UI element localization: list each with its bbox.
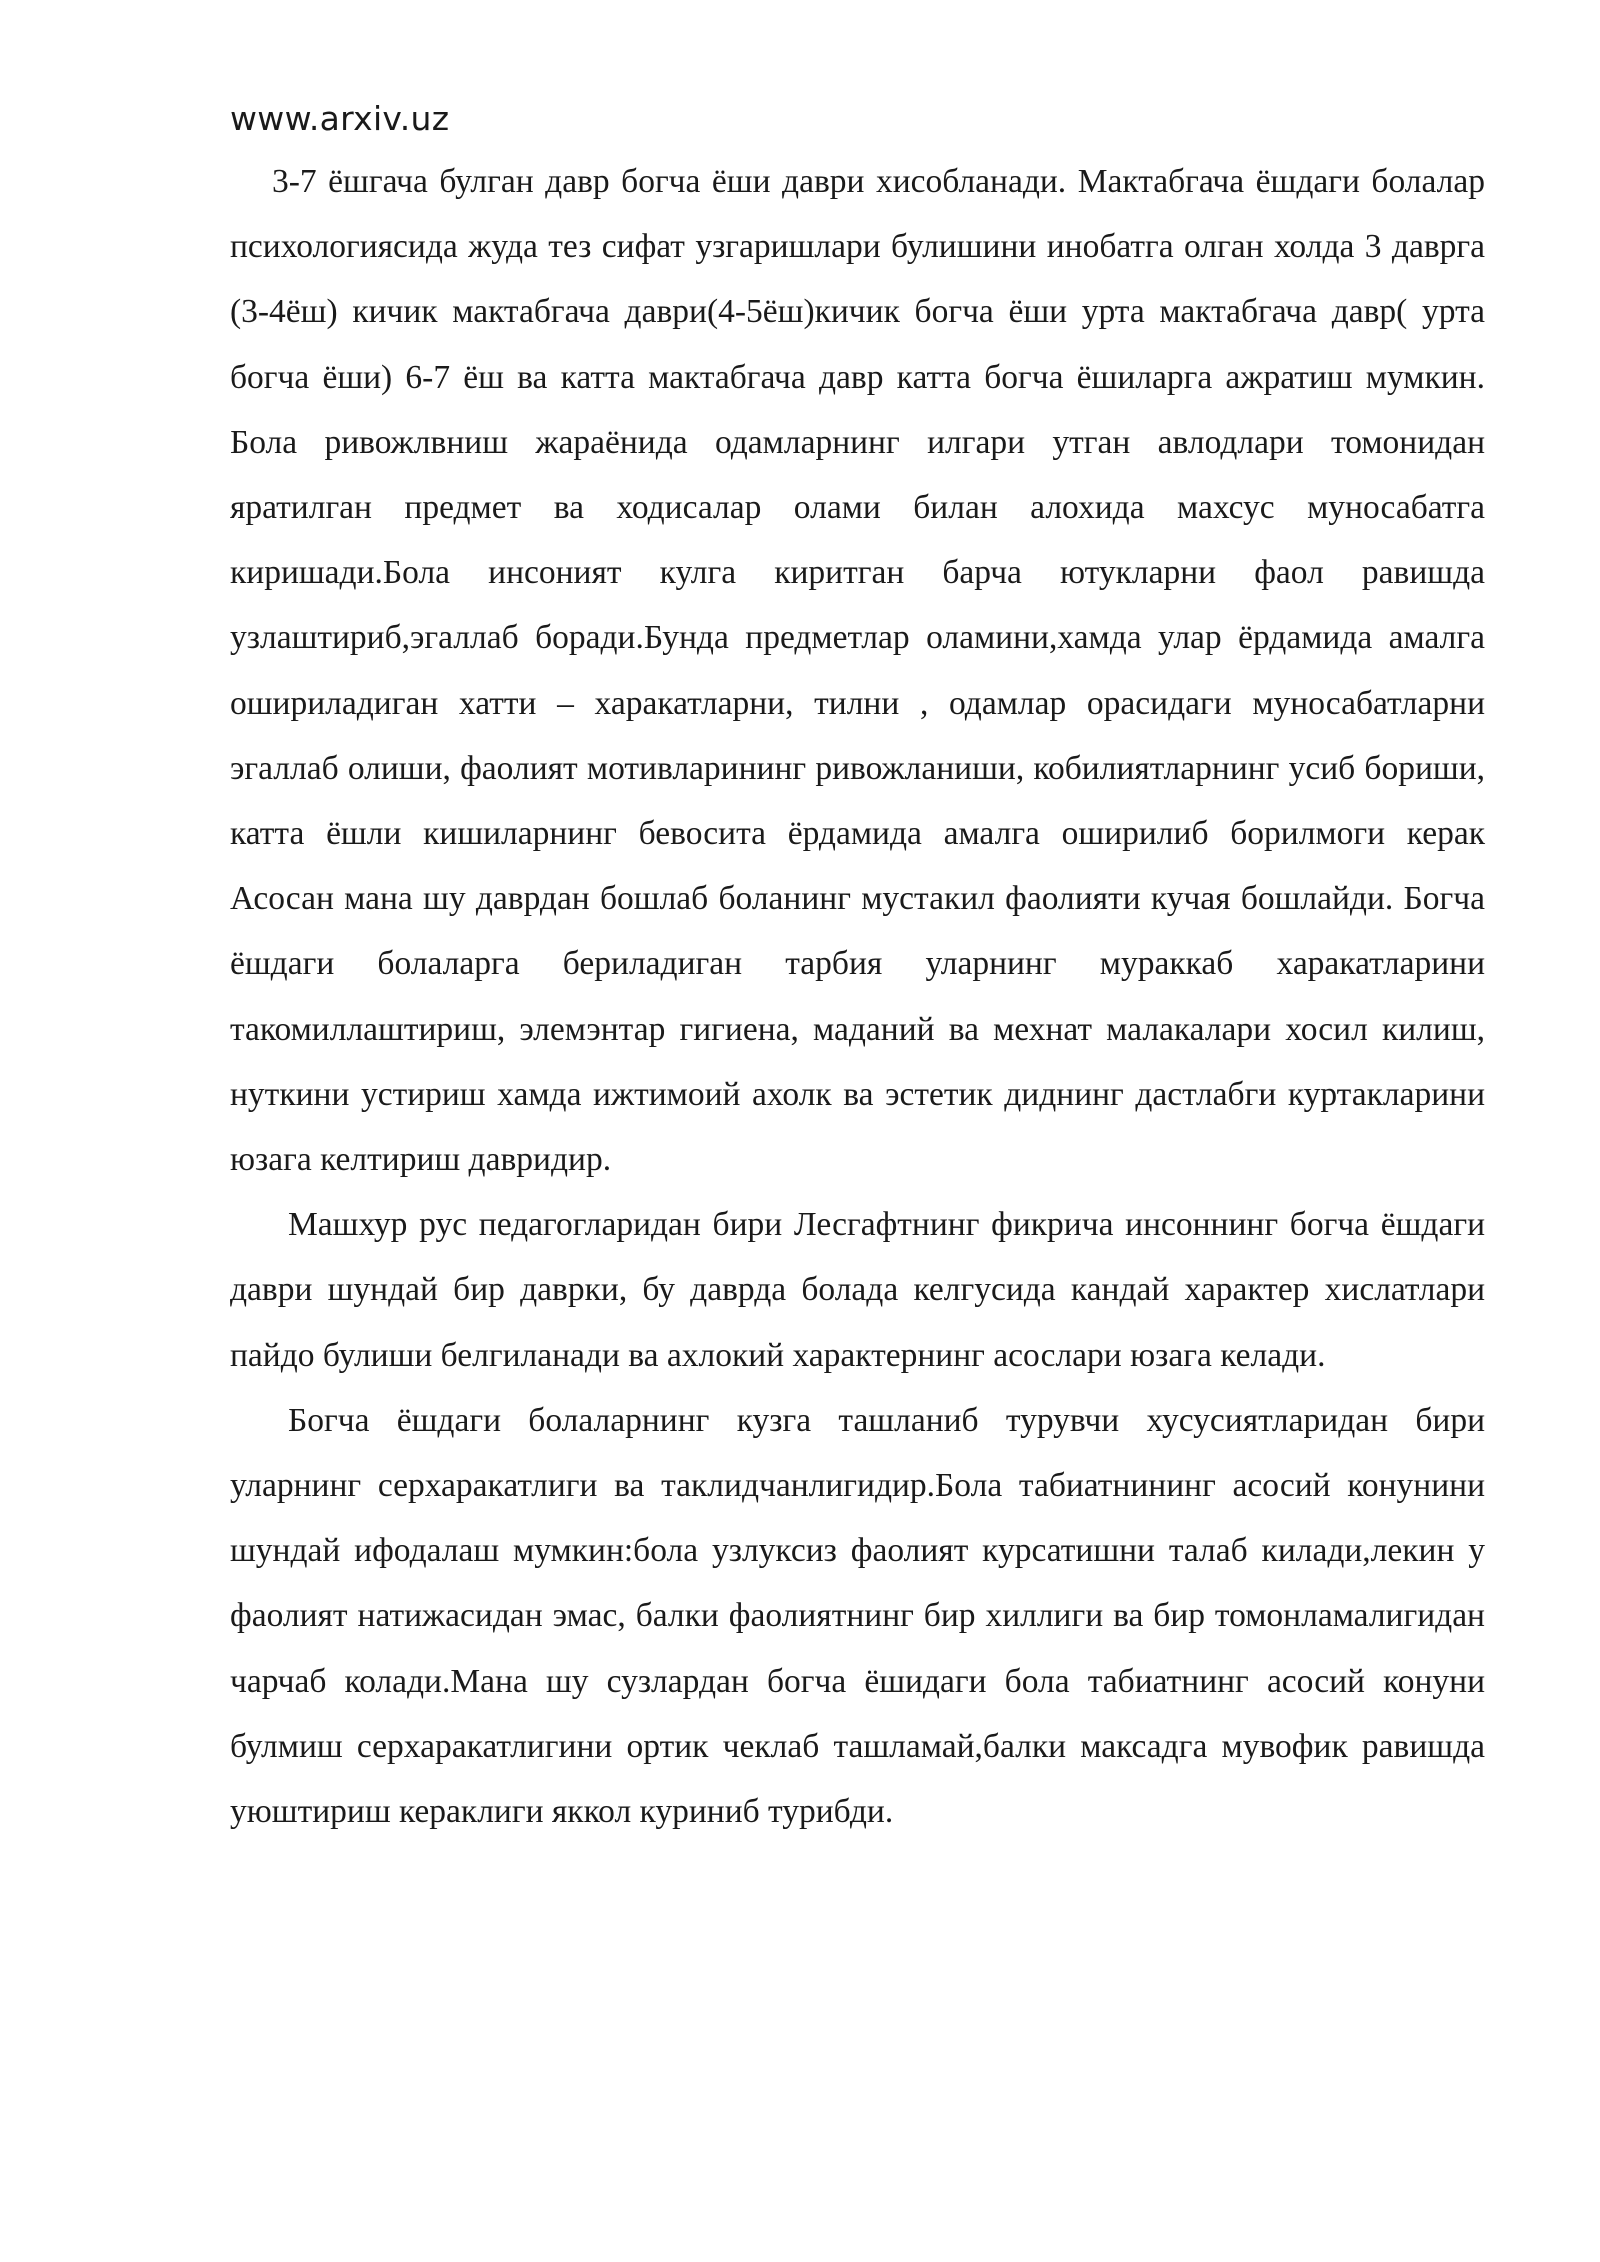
paragraph-3: Богча ёшдаги болаларнинг кузга ташланиб турувчи хусусиятларидан бири уларнинг серхаракатлиги ва таклидчанлигидир.Бола табиатнининг асосий конунини шундай ифодалаш мумкин:бола узлуксиз фаолият курсатишни талаб килади,лекин у фаолият натижасидан эмас, балки фаолиятнинг бир хиллиги ва бир томонламалигидан чарчаб колади.Мана шу сузлардан богча ёшидаги бола табиатнинг асосий конуни булмиш серхаракатлигини ортик чеклаб ташламай,балки максадга мувофик равишда уюштириш кераклиги яккол куриниб турибди. <box>230 1401 1485 1831</box>
document-body <box>230 149 1485 1844</box>
paragraph-2: Машхур рус педагогларидан бири Лесгафтнинг фикрича инсоннинг богча ёшдаги даври шундай бир даврки, бу даврда болада келгусида кандай характер хислатлари пайдо булиши белгиланади ва ахлокий характернинг асослари юзага келади. <box>230 1206 1485 1374</box>
site-watermark-header: www.arxiv.uz <box>230 99 450 138</box>
paragraph-1: 3-7 ёшгача булган давр богча ёши даври хисобланади. Мактабгача ёшдаги болалар психологиясида жуда тез сифат узгаришлари булишини инобатга олган холда 3 даврга (3-4ёш) кичик мактабгача даври(4-5ёш)кичик богча ёши урта мактабгача давр( урта богча ёши) 6-7 ёш ва катта мактабгача давр катта богча ёшиларга ажратиш мумкин. Бола ривожлвниш жараёнида одамларнинг илгари утган авлодлари томонидан яратилган предмет ва ходисалар олами билан алохида махсус муносабатга киришади.Бола инсоният кулга киритган барча ютукларни фаол равишда узлаштириб,эгаллаб боради.Бунда предметлар оламини,хамда улар ёрдамида амалга ошириладиган хатти – харакатларни, тилни , одамлар орасидаги муносабатларни эгаллаб олиши, фаолият мотивларининг ривожланиши, кобилиятларнинг усиб бориши, катта ёшли кишиларнинг бевосита ёрдамида амалга оширилиб борилмоги керак Асосан мана шу даврдан бошлаб боланинг мустакил фаолияти кучая бошлайди. Богча ёшдаги болаларга бериладиган тарбия уларнинг мураккаб харакатларини такомиллаштириш, элемэнтар гигиена, маданий ва мехнат малакалари хосил килиш, нуткини устириш хамда ижтимоий ахолк ва эстетик диднинг дастлабги куртакларини юзага келтириш давридир. <box>230 163 1485 1179</box>
